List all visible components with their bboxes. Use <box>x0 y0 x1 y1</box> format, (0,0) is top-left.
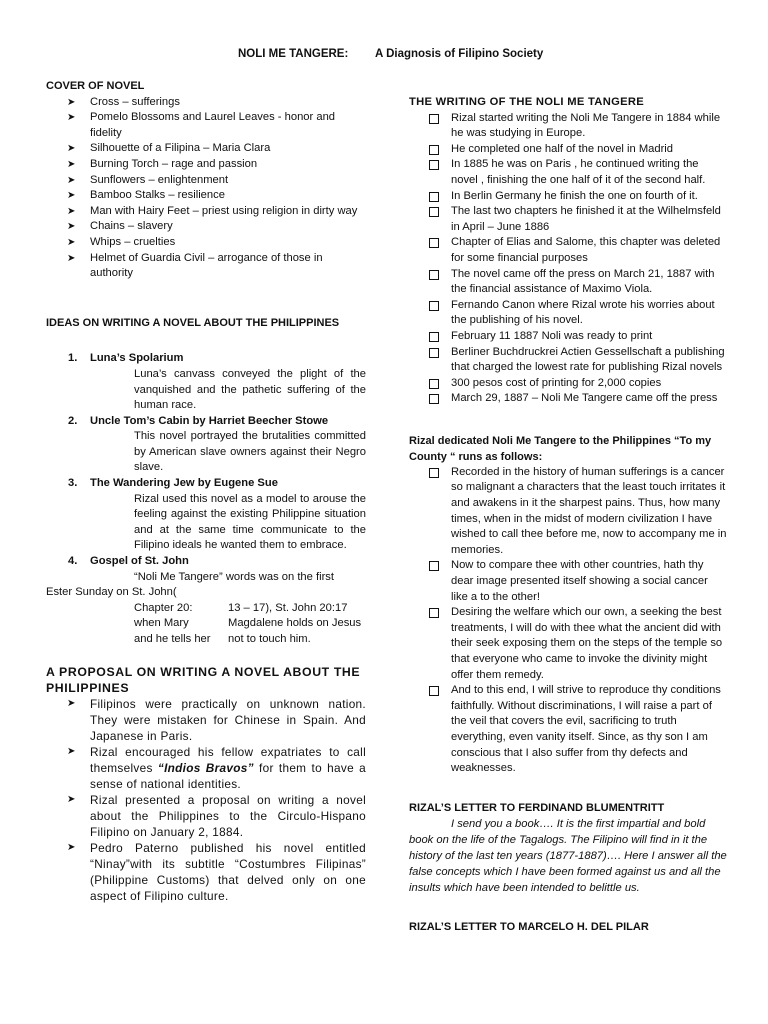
list-item: He completed one half of the novel in Madrid <box>409 142 727 158</box>
item-description: Luna’s canvass conveyed the plight of the vanquished and the pathetic suffering of the human race. <box>134 367 366 412</box>
list-item: ➤ Chains – slavery <box>46 219 366 235</box>
list-item: Desiring the welfare which our own, a seeking the best treatments, I will do with thee what the ancient did with their seek exposing them on the steps of the temple so that everyone who came to invoke the divinity might offer them remedy. <box>409 605 727 683</box>
arrow-bullet-icon: ➤ <box>67 143 76 155</box>
checkbox-bullet-icon <box>429 348 439 358</box>
left-column <box>46 79 366 904</box>
indios-bravos-text: “Indios Bravos” <box>157 760 254 775</box>
list-item <box>46 554 366 570</box>
item-number: 4. <box>68 555 78 568</box>
dedication-list <box>409 465 727 777</box>
list-item <box>46 476 366 554</box>
gospel-cell: Magdalene holds on Jesus <box>228 617 362 630</box>
item-description: Rizal used this novel as a model to arouse the feeling against the existing Philippine situation and at the same time communicate to the Filipino ideals he wanted them to embrace. <box>134 492 366 552</box>
item-title: Luna’s Spolarium <box>90 352 184 365</box>
arrow-bullet-icon: ➤ <box>67 174 76 186</box>
gospel-grid <box>134 601 366 648</box>
title-subtitle: A Diagnosis of Filipino Society <box>375 48 544 60</box>
checkbox-bullet-icon <box>429 114 439 124</box>
list-item: And to this end, I will strive to reproduce thy conditions faithfully. Without discriminations, I will raise a part of the veil that covers the evil, sacrificing to truth everything, even vanity itself. Since, as thy son I am conscious that I also suffer from thy defects and weaknesses. <box>409 683 727 777</box>
list-item: In 1885 he was on Paris , he continued writing the novel , finishing the one half of it of the second half. <box>409 157 727 188</box>
right-column <box>409 95 727 936</box>
writing-list <box>409 111 727 407</box>
checkbox-bullet-icon <box>429 332 439 342</box>
gospel-line-1: “Noli Me Tangere” words was on the first <box>134 570 335 583</box>
proposal-heading: A PROPOSAL ON WRITING A NOVEL ABOUT THE PHILIPPINES <box>46 664 361 695</box>
checkbox-bullet-icon <box>429 160 439 170</box>
gospel-cell: 13 – 17), St. John 20:17 <box>228 601 348 614</box>
checkbox-bullet-icon <box>429 561 439 571</box>
cover-heading: COVER OF NOVEL <box>46 80 145 92</box>
cover-list <box>46 95 366 282</box>
letter-blumentritt-body: I send you a book…. It is the first impartial and bold book on the life of the Tagalogs. The Filipino will find in it the history of the last ten years (1877-1887)…. Here I answer all the false concepts which I have been formed against us and all the insults which have been intended to belittle us. <box>409 818 727 895</box>
list-item: Now to compare thee with other countries, hath thy dear image presented itself showing a social cancer like a to the other! <box>409 558 727 605</box>
list-item: Berliner Buchdruckrei Actien Gessellschaft a publishing that charged the lowest rate for publishing Rizal novels <box>409 345 727 376</box>
list-item: ➤ Pomelo Blossoms and Laurel Leaves - honor and fidelity <box>67 111 336 139</box>
gospel-line-2: Ester Sunday on St. John( <box>46 586 177 599</box>
list-item: Fernando Canon where Rizal wrote his worries about the publishing of his novel. <box>409 298 727 329</box>
checkbox-bullet-icon <box>429 394 439 404</box>
dedication-heading: Rizal dedicated Noli Me Tangere to the Philippines “To my County “ runs as follows: <box>409 434 712 463</box>
gospel-cell: Chapter 20: <box>134 601 193 614</box>
arrow-bullet-icon: ➤ <box>67 236 76 248</box>
checkbox-bullet-icon <box>429 145 439 155</box>
list-item: March 29, 1887 – Noli Me Tangere came off the press <box>409 391 727 407</box>
item-title: Uncle Tom’s Cabin by Harriet Beecher Stowe <box>90 414 329 427</box>
ideas-list <box>46 351 366 569</box>
title-main: NOLI ME TANGERE: <box>238 48 349 60</box>
list-item: ➤ Burning Torch – rage and passion <box>46 157 366 173</box>
arrow-bullet-icon: ➤ <box>67 221 76 233</box>
list-item: ➤ Rizal presented a proposal on writing a novel about the Philippines to the Circulo-Hispano Filipino on January 2, 1884. <box>67 792 366 839</box>
list-item: February 11 1887 Noli was ready to print <box>409 329 727 345</box>
list-item: ➤ Man with Hairy Feet – priest using religion in dirty way <box>46 204 366 220</box>
arrow-bullet-icon: ➤ <box>67 793 76 805</box>
arrow-bullet-icon: ➤ <box>67 96 76 108</box>
list-item: ➤ Helmet of Guardia Civil – arrogance of those in authority <box>67 251 323 280</box>
list-item: Chapter of Elias and Salome, this chapter was deleted for some financial purposes <box>409 235 727 266</box>
gospel-cell: and he tells her <box>134 633 211 645</box>
list-item: Rizal started writing the Noli Me Tangere in 1884 while he was studying in Europe. <box>409 111 727 142</box>
writing-heading: THE WRITING OF THE NOLI ME TANGERE <box>409 96 644 108</box>
checkbox-bullet-icon <box>429 207 439 217</box>
checkbox-bullet-icon <box>429 686 439 696</box>
item-number: 3. <box>68 477 78 490</box>
letter-del-pilar-heading: RIZAL’S LETTER TO MARCELO H. DEL PILAR <box>409 921 649 934</box>
list-item: ➤ Rizal encouraged his fellow expatriates to call themselves “Indios Bravos” for them to have a sense of national identities. <box>67 744 366 791</box>
checkbox-bullet-icon <box>429 608 439 618</box>
arrow-bullet-icon: ➤ <box>67 745 76 757</box>
item-number: 1. <box>68 352 78 365</box>
list-item: ➤ Filipinos were practically on unknown nation. They were mistaken for Chinese in Spain. And Japanese in Paris. <box>67 696 366 743</box>
checkbox-bullet-icon <box>429 468 439 478</box>
list-item: ➤ Bamboo Stalks – resilience <box>46 188 366 204</box>
list-item: 300 pesos cost of printing for 2,000 copies <box>409 376 727 392</box>
arrow-bullet-icon: ➤ <box>67 112 76 124</box>
arrow-bullet-icon: ➤ <box>67 190 76 202</box>
list-item: In Berlin Germany he finish the one on fourth of it. <box>409 189 727 205</box>
item-title: Gospel of St. John <box>90 555 189 568</box>
arrow-bullet-icon: ➤ <box>67 252 76 264</box>
list-item: ➤ Sunflowers – enlightenment <box>46 173 366 189</box>
list-item: Recorded in the history of human sufferings is a cancer so malignant a characters that the least touch irritates it and awakens in it the sharpest pains. Thus, how many times, when in the midst of modern civilization I have wished to call thee before me, now to accompany me in memories. <box>409 465 727 559</box>
list-item: ➤ Pedro Paterno published his novel entitled “Ninay”with its subtitle “Costumbres Filipinas” (Philippine Customs) that delved only on one aspect of Filipino culture. <box>67 840 366 903</box>
list-item: ➤ Whips – cruelties <box>46 235 366 251</box>
arrow-bullet-icon: ➤ <box>67 205 76 217</box>
item-description: This novel portrayed the brutalities committed by American slave owners against their Negro slave. <box>134 430 366 474</box>
item-title: The Wandering Jew by Eugene Sue <box>90 477 278 490</box>
checkbox-bullet-icon <box>429 301 439 311</box>
arrow-bullet-icon: ➤ <box>67 158 76 170</box>
list-item <box>46 414 366 476</box>
checkbox-bullet-icon <box>429 238 439 248</box>
list-item <box>46 351 366 413</box>
proposal-list <box>46 696 366 904</box>
item-number: 2. <box>68 414 78 427</box>
checkbox-bullet-icon <box>429 192 439 202</box>
checkbox-bullet-icon <box>429 379 439 389</box>
arrow-bullet-icon: ➤ <box>67 697 76 709</box>
list-item: The last two chapters he finished it at the Wilhelmsfeld in April – June 1886 <box>409 204 727 235</box>
gospel-cell: not to touch him. <box>228 633 311 645</box>
letter-blumentritt-heading: RIZAL’S LETTER TO FERDINAND BLUMENTRITT <box>409 801 665 814</box>
ideas-heading: IDEAS ON WRITING A NOVEL ABOUT THE PHILIPPINES <box>46 316 340 329</box>
checkbox-bullet-icon <box>429 270 439 280</box>
list-item: The novel came off the press on March 21, 1887 with the financial assistance of Maximo Viola. <box>409 267 727 298</box>
arrow-bullet-icon: ➤ <box>67 841 76 853</box>
list-item: ➤ Silhouette of a Filipina – Maria Clara <box>46 141 366 157</box>
gospel-cell: when Mary <box>134 617 189 630</box>
list-item: ➤ Cross – sufferings <box>46 95 366 111</box>
